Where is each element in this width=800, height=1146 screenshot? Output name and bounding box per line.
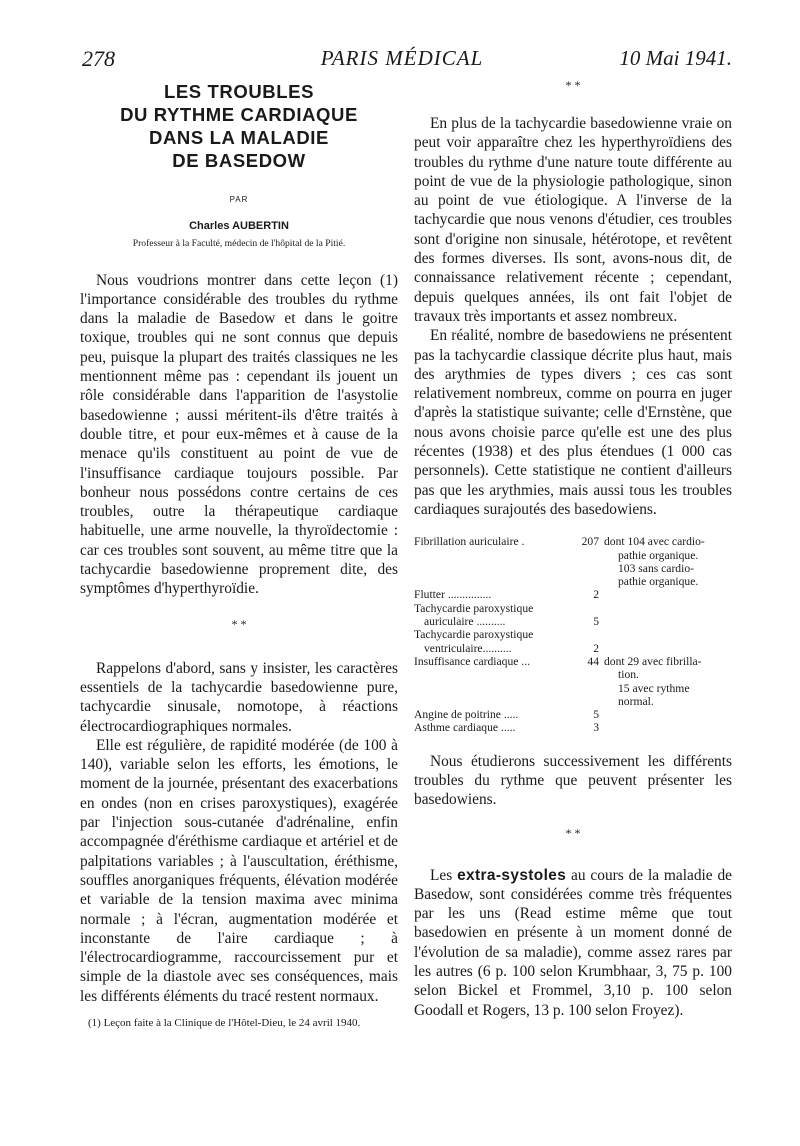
stat-value: 2 bbox=[593, 588, 599, 602]
stat-detail: dont 104 avec cardio- pathie organique. 103 sans cardio- pathie organique. bbox=[604, 535, 705, 589]
ernstene-statistics-table bbox=[414, 535, 732, 734]
section-separator-mid: * * bbox=[565, 825, 581, 840]
stat-label: Tachycardie paroxystique ventriculaire.......... bbox=[414, 628, 534, 655]
by-label: PAR bbox=[229, 195, 249, 204]
title-line: LES TROUBLES bbox=[163, 81, 315, 102]
stat-value: 5 bbox=[593, 615, 599, 629]
section-separator-top: * * bbox=[565, 78, 581, 92]
stat-label: Angine de poitrine ..... bbox=[414, 708, 519, 722]
title-line: DE BASEDOW bbox=[172, 150, 306, 171]
title-line: DANS LA MALADIE bbox=[149, 127, 329, 148]
footnote: (1) Leçon faite à la Clinique de l'Hôtel-Dieu, le 24 avril 1940. bbox=[88, 1016, 361, 1029]
stat-value: 3 bbox=[593, 721, 599, 735]
issue-date: 10 Mai 1941. bbox=[619, 46, 732, 70]
stat-detail: dont 29 avec fibrilla- tion. 15 avec rythme normal. bbox=[604, 654, 702, 708]
right-column bbox=[414, 78, 732, 1020]
paragraph-hyperthyroid-rhythm: En plus de la tachycardie basedowienne vraie on peut voir apparaître chez les hyperthyroïdiens des troubles du rythme d'une nature toute différente au point de vue de la physiologie pathologique, sinon au point de vue étiologique. A l'inverse de la tachycardie que nous venons d'étudier, ces troubles sont d'origine non sinusale, hétérotope, et revêtent des formes diverses. Ils sont, avons-nous dit, de connaissance relativement récente ; cependant, depuis quelques années, ils ont fait l'objet de travaux très importants et assez nombreux. bbox=[414, 115, 732, 325]
intro-paragraph: Nous voudrions montrer dans cette leçon (1) l'importance considérable des troubles du rythme dans la maladie de Basedow et dans le goitre toxique, troubles qui ne sont connus que depuis peu, puisque la plupart des traités classiques ne les mentionnent même pas : cependant ils jouent un rôle considérable dans l'apparition de l'asystolie basedowienne ; aussi méritent-ils d'être traités à double titre, et pour eux-mêmes et à cause de la menace qu'ils constituent au point de vue de l'insuffisance cardiaque toujours possible. Par bonheur nous possédons contre certains de ces troubles, outre la thérapeutique cardiaque habituelle, une arme nouvelle, la thyroïdectomie : car ces troubles sont souvent, au même titre que la tachycardie basedowienne proprement dite, des symptômes d'hyperthyroïdie. bbox=[80, 271, 398, 598]
title-line: DU RYTHME CARDIAQUE bbox=[120, 104, 358, 125]
paragraph-study-plan: Nous étudierons successivement les différents troubles du rythme que peuvent présenter les basedowiens. bbox=[414, 752, 732, 809]
table-row bbox=[414, 655, 732, 708]
author-name: Charles AUBERTIN bbox=[189, 220, 289, 233]
journal-title: PARIS MÉDICAL bbox=[320, 46, 484, 70]
left-column bbox=[80, 78, 398, 1030]
paragraph-statistics-intro: En réalité, nombre de basedowiens ne présentent pas la tachycardie classique décrite plus haut, mais des arythmies de types divers ; ces cas sont relativement nombreux, comme on pourra en juger d'après la statistique suivante; celle d'Ernstène, que nous avons choisie parce qu'elle est une des plus récentes (1938) et des plus étendues (1 000 cas personnels). Cette statistique ne contient d'ailleurs pas que les arythmies, mais aussi tous les troubles cardiaques surajoutés des basedowiens. bbox=[414, 327, 732, 518]
table-row bbox=[414, 708, 732, 721]
page-header bbox=[72, 46, 732, 76]
stat-label: Asthme cardiaque ..... bbox=[414, 721, 516, 735]
extrasystoles-term: extra-systoles bbox=[457, 866, 567, 884]
stat-value: 207 bbox=[581, 535, 599, 549]
table-row bbox=[414, 602, 732, 629]
stat-label: Fibrillation auriculaire . bbox=[414, 535, 525, 549]
table-row bbox=[414, 535, 732, 588]
paragraph-tachycardia-pure: Rappelons d'abord, sans y insister, les caractères essentiels de la tachycardie basedowienne pure, tachycardie sinusale, nomotope, à réactions électrocardiographiques normales. bbox=[80, 659, 398, 735]
table-row bbox=[414, 628, 732, 655]
author-affiliation: Professeur à la Faculté, médecin de l'hôpital de la Pitié. bbox=[132, 237, 346, 249]
table-row bbox=[414, 721, 732, 734]
stat-label: Insuffisance cardiaque ... bbox=[414, 654, 530, 668]
paragraph-tachycardia-features: Elle est régulière, de rapidité modérée (de 100 à 140), variable selon les efforts, les émotions, le moment de la journée, présentant des exacerbations en ondes (non en crises paroxystiques), exagérée par l'injection sous-cutanée d'adrénaline, enfin accompagnée d'éréthisme cardiaque et artériel et de palpitations variables ; à l'auscultation, éréthisme, souffles anorganiques fréquents, élévation modérée et variable de la tension maxima avec minima normale ; à l'écran, augmentation modérée et inconstante de l'aire cardiaque ; à l'électrocardiogramme, raccourcissement pur et simple de la diastole avec ses conséquences, mais les différents éléments du tracé restent normaux. bbox=[80, 736, 398, 1005]
stat-value: 5 bbox=[593, 708, 599, 722]
paragraph-extrasystoles: Les extra-systoles au cours de la maladie de Basedow, sont considérées comme très fréquentes par les uns (Read estime même que tout basedowien en présente à un moment donné de l'évolution de sa maladie), comme assez rares par les autres (6 p. 100 selon Krumbhaar, 3, 75 p. 100 selon Bickel et Frommel, 3,10 p. 100 selon Goodall et Rogers, 13 p. 100 selon Froyez). bbox=[414, 866, 732, 1019]
stat-label: Flutter ............... bbox=[414, 588, 492, 602]
stat-value: 2 bbox=[593, 641, 599, 655]
stat-value: 44 bbox=[587, 654, 599, 668]
stat-label: Tachycardie paroxystique auriculaire .......... bbox=[414, 601, 534, 629]
section-separator: * * bbox=[231, 616, 247, 631]
page-number: 278 bbox=[82, 46, 115, 71]
table-row bbox=[414, 588, 732, 601]
article-title bbox=[80, 80, 398, 172]
